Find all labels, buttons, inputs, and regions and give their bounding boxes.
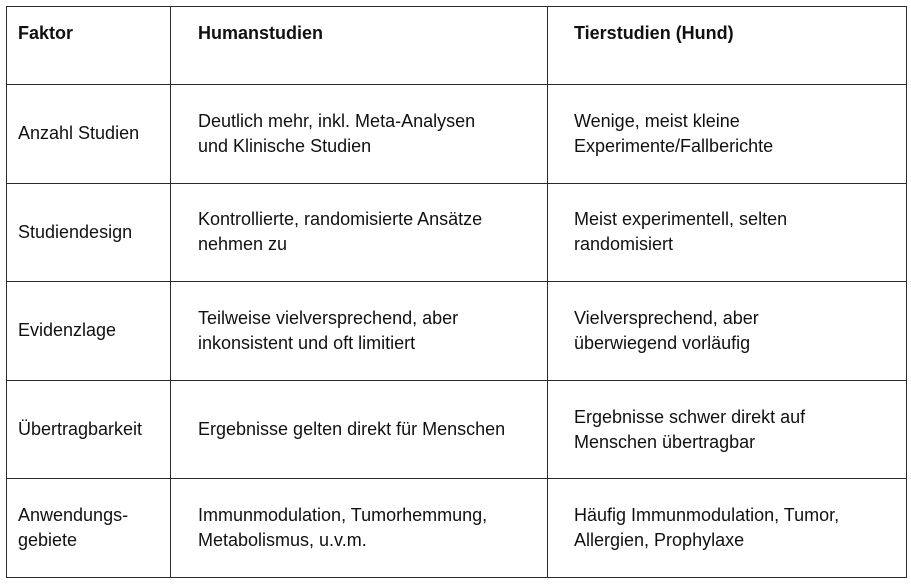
header-row bbox=[7, 7, 907, 85]
animal-cell: Wenige, meist kleine Experimente/Fallberichte bbox=[548, 85, 907, 184]
header-factor: Faktor bbox=[7, 7, 171, 85]
table-row bbox=[7, 479, 907, 578]
header-human-studies: Humanstudien bbox=[171, 7, 548, 85]
human-cell: Deutlich mehr, inkl. Meta-Analysen und Klinische Studien bbox=[171, 85, 548, 184]
factor-cell: Anwendungs- gebiete bbox=[7, 479, 171, 578]
table-row bbox=[7, 380, 907, 479]
table-row bbox=[7, 282, 907, 381]
table-row bbox=[7, 183, 907, 282]
animal-cell: Häufig Immunmodulation, Tumor, Allergien, Prophylaxe bbox=[548, 479, 907, 578]
animal-cell: Meist experimentell, selten randomisiert bbox=[548, 183, 907, 282]
animal-cell: Vielversprechend, aber überwiegend vorläufig bbox=[548, 282, 907, 381]
factor-cell: Übertragbarkeit bbox=[7, 380, 171, 479]
comparison-table bbox=[6, 6, 907, 578]
factor-cell: Evidenzlage bbox=[7, 282, 171, 381]
human-cell: Teilweise vielversprechend, aber inkonsistent und oft limitiert bbox=[171, 282, 548, 381]
factor-cell: Anzahl Studien bbox=[7, 85, 171, 184]
human-cell: Kontrollierte, randomisierte Ansätze nehmen zu bbox=[171, 183, 548, 282]
header-animal-studies: Tierstudien (Hund) bbox=[548, 7, 907, 85]
human-cell: Ergebnisse gelten direkt für Menschen bbox=[171, 380, 548, 479]
animal-cell: Ergebnisse schwer direkt auf Menschen übertragbar bbox=[548, 380, 907, 479]
factor-cell: Studiendesign bbox=[7, 183, 171, 282]
table-row bbox=[7, 85, 907, 184]
human-cell: Immunmodulation, Tumorhemmung, Metabolismus, u.v.m. bbox=[171, 479, 548, 578]
